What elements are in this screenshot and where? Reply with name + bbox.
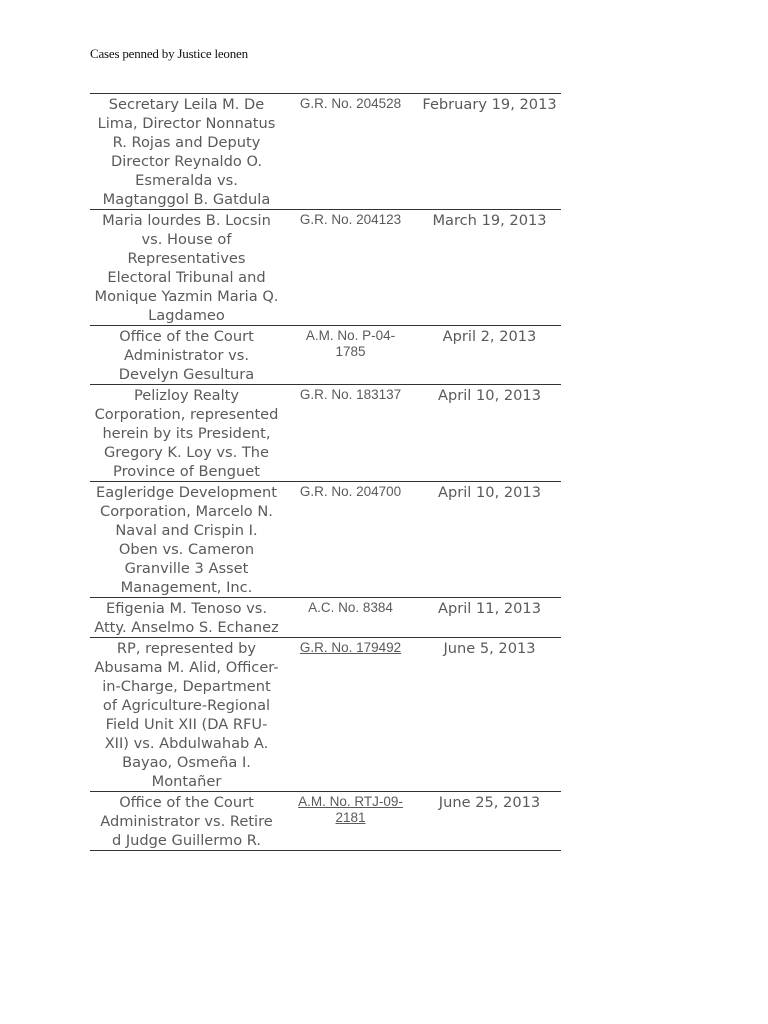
case-title: Pelizloy Realty Corporation, represented herein by its President, Gregory K. Loy vs. The Province of Benguet — [94, 387, 279, 480]
case-date: March 19, 2013 — [432, 212, 547, 229]
table-row — [90, 385, 561, 482]
table-row — [90, 94, 561, 210]
case-date: June 25, 2013 — [438, 794, 541, 811]
case-number: G.R. No. 204528 — [299, 96, 402, 111]
case-title: RP, represented by Abusama M. Alid, Officer-in-Charge, Department of Agriculture-Regional Field Unit XII (DA RFU-XII) vs. Abdulwahab A. Bayao, Osmeña I. Montañer — [94, 640, 279, 790]
table-row — [90, 638, 561, 792]
case-title: Office of the Court Administrator vs. Develyn Gesultura — [118, 328, 255, 383]
case-title: Efigenia M. Tenoso vs. Atty. Anselmo S. Echanez — [94, 600, 279, 636]
case-number: G.R. No. 183137 — [299, 387, 402, 402]
page-title: Cases penned by Justice leonen — [90, 46, 248, 61]
table-row — [90, 326, 561, 385]
case-number: A.C. No. 8384 — [308, 600, 393, 615]
case-number-link[interactable]: G.R. No. 179492 — [299, 640, 402, 655]
case-title: Office of the Court Administrator vs. Retire d Judge Guillermo R. — [100, 794, 273, 849]
table-row — [90, 210, 561, 326]
case-number: A.M. No. P-04-1785 — [305, 328, 396, 359]
case-date: April 10, 2013 — [438, 387, 541, 404]
case-title: Eagleridge Development Corporation, Marcelo N. Naval and Crispin I. Oben vs. Cameron Granville 3 Asset Management, Inc. — [96, 484, 277, 596]
case-date: June 5, 2013 — [443, 640, 536, 657]
table-row — [90, 482, 561, 598]
case-title: Maria lourdes B. Locsin vs. House of Representatives Electoral Tribunal and Monique Yazmin Maria Q. Lagdameo — [94, 212, 279, 324]
cases-table — [90, 93, 561, 851]
case-number: G.R. No. 204700 — [299, 484, 402, 499]
case-date: February 19, 2013 — [422, 96, 557, 113]
case-date: April 2, 2013 — [442, 328, 537, 345]
table-row — [90, 792, 561, 851]
case-title: Secretary Leila M. De Lima, Director Nonnatus R. Rojas and Deputy Director Reynaldo O. Esmeralda vs. Magtanggol B. Gatdula — [97, 96, 276, 208]
case-number: G.R. No. 204123 — [299, 212, 402, 227]
case-date: April 11, 2013 — [438, 600, 541, 617]
table-row — [90, 598, 561, 638]
case-date: April 10, 2013 — [438, 484, 541, 501]
case-number-link[interactable]: A.M. No. RTJ-09-2181 — [298, 794, 403, 825]
